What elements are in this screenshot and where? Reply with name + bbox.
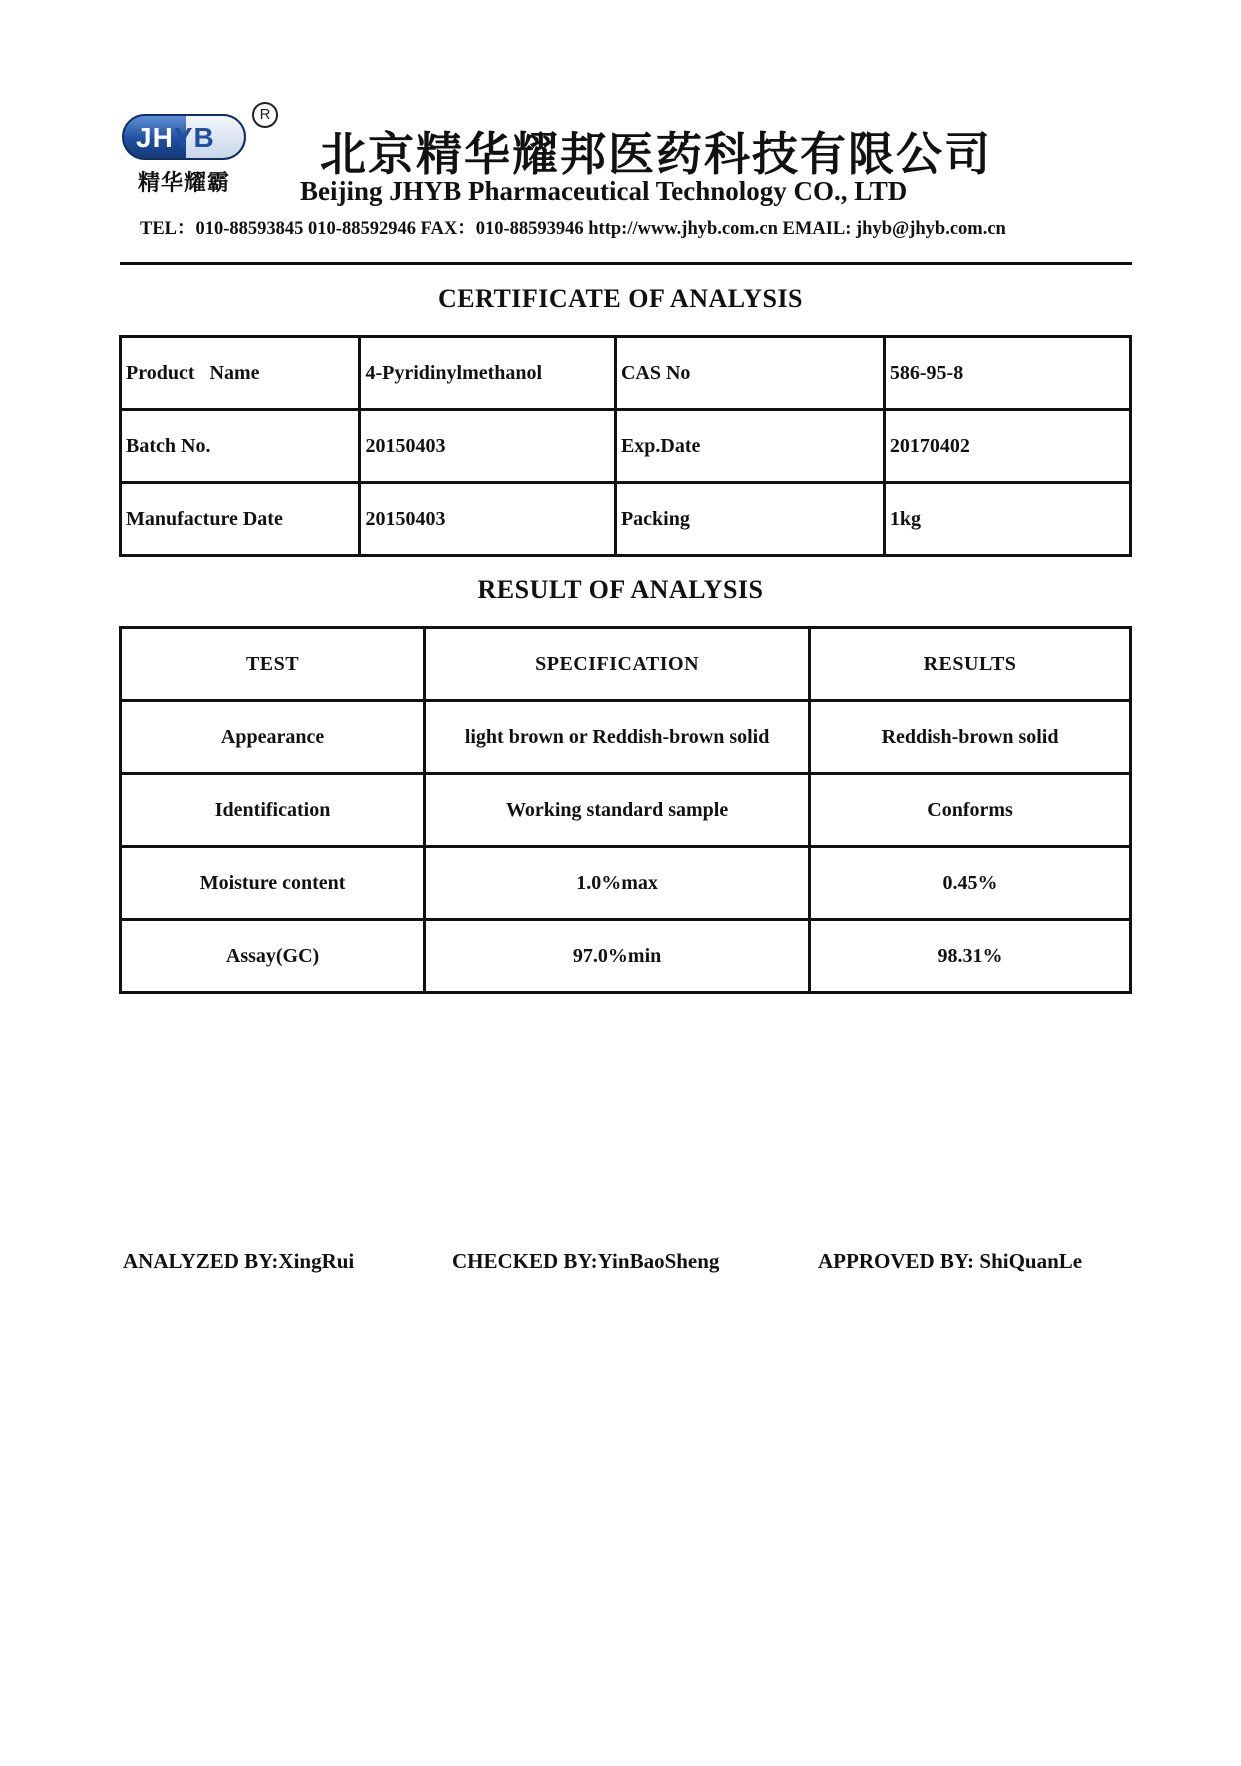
info-label: Manufacture Date	[121, 483, 360, 556]
result-test: Identification	[121, 774, 425, 847]
info-value: 20150403	[360, 410, 616, 483]
contact-line: TEL：010-88593845 010-88592946 FAX：010-88593946 http://www.jhyb.com.cn EMAIL: jhyb@jhyb.com.cn	[140, 219, 1006, 239]
info-value: 20170402	[884, 410, 1130, 483]
result-row	[121, 774, 1131, 847]
result-test: Assay(GC)	[121, 920, 425, 993]
result-table	[119, 626, 1132, 994]
info-value: 4-Pyridinylmethanol	[360, 337, 616, 410]
result-specification: 97.0%min	[425, 920, 810, 993]
result-test: Moisture content	[121, 847, 425, 920]
result-row	[121, 847, 1131, 920]
result-value: Reddish-brown solid	[810, 701, 1131, 774]
info-label: Batch No.	[121, 410, 360, 483]
company-name-chinese: 北京精华耀邦医药科技有限公司	[320, 127, 992, 181]
header-results: RESULTS	[810, 628, 1131, 701]
info-row	[121, 483, 1131, 556]
logo-chinese-text: 精华耀霸	[138, 171, 231, 196]
header-divider	[120, 262, 1132, 265]
result-specification: Working standard sample	[425, 774, 810, 847]
logo-letters: JHYB	[136, 122, 215, 153]
info-value: 20150403	[360, 483, 616, 556]
result-title: RESULT OF ANALYSIS	[477, 575, 764, 604]
registered-mark-icon: R	[252, 102, 278, 128]
info-label: Exp.Date	[615, 410, 884, 483]
product-info-table	[119, 335, 1132, 557]
company-name-english: Beijing JHYB Pharmaceutical Technology CO., LTD	[300, 176, 908, 206]
result-specification: 1.0%max	[425, 847, 810, 920]
info-value: 1kg	[884, 483, 1130, 556]
certificate-title: CERTIFICATE OF ANALYSIS	[437, 284, 804, 313]
result-value: 98.31%	[810, 920, 1131, 993]
analyzed-by: ANALYZED BY:XingRui	[123, 1249, 355, 1273]
result-row	[121, 701, 1131, 774]
info-row	[121, 337, 1131, 410]
result-value: Conforms	[810, 774, 1131, 847]
info-label: Packing	[615, 483, 884, 556]
approved-by: APPROVED BY: ShiQuanLe	[818, 1249, 1083, 1273]
logo-pill	[122, 114, 246, 160]
info-value: 586-95-8	[884, 337, 1130, 410]
company-logo	[122, 106, 290, 206]
result-specification: light brown or Reddish-brown solid	[425, 701, 810, 774]
info-label: CAS No	[615, 337, 884, 410]
info-label: Product Name	[121, 337, 360, 410]
header-test: TEST	[121, 628, 425, 701]
result-row	[121, 920, 1131, 993]
result-test: Appearance	[121, 701, 425, 774]
header-specification: SPECIFICATION	[425, 628, 810, 701]
result-value: 0.45%	[810, 847, 1131, 920]
result-header-row	[121, 628, 1131, 701]
checked-by: CHECKED BY:YinBaoSheng	[452, 1249, 720, 1273]
info-row	[121, 410, 1131, 483]
